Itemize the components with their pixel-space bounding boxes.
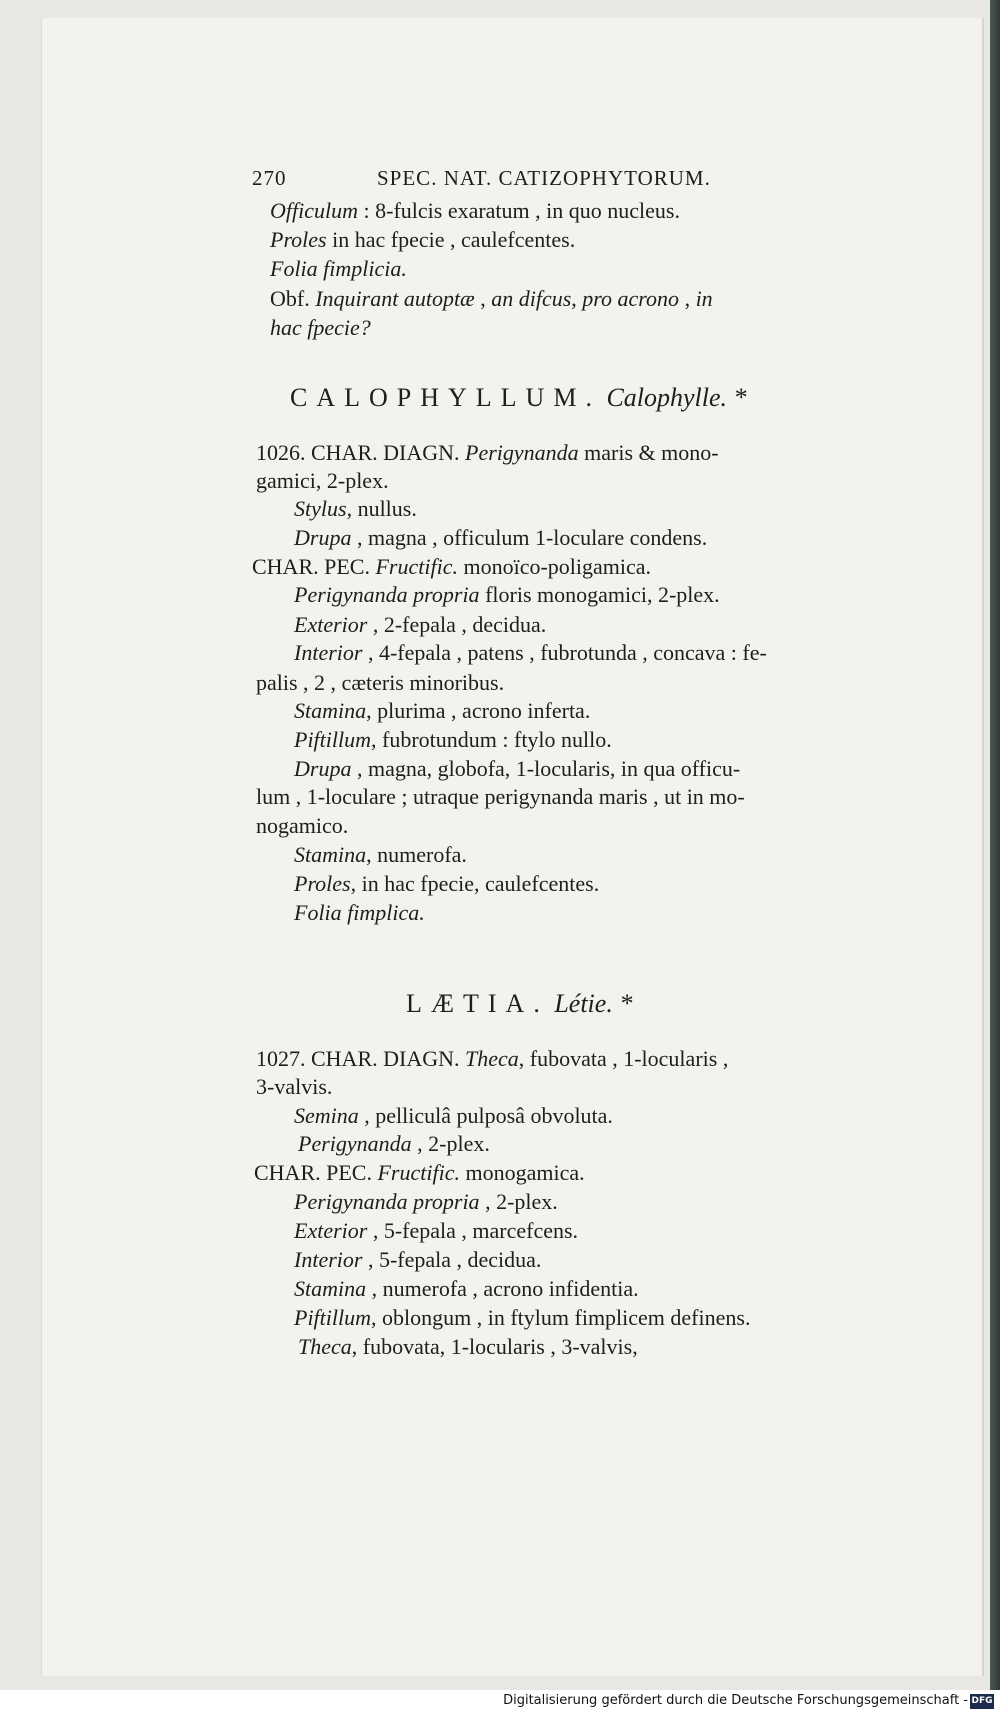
text-line: [256, 786, 745, 808]
italic-term: hac fpecie?: [270, 315, 371, 340]
italic-term: Stylus: [294, 496, 347, 521]
italic-term: Theca: [465, 1046, 519, 1071]
text-run: monogamica.: [459, 1160, 585, 1185]
italic-term: Perigynanda: [298, 1131, 412, 1156]
italic-term: Folia fimplica.: [294, 900, 425, 925]
footer-bar: [0, 1690, 1000, 1713]
text-line: [256, 672, 504, 694]
text-line: [294, 642, 767, 664]
italic-term: Theca: [298, 1334, 352, 1359]
text-line: [298, 1336, 638, 1358]
text-line: [270, 317, 371, 339]
italic-term: Fructific.: [375, 554, 458, 579]
text-line: [252, 556, 651, 578]
running-head: [252, 168, 711, 189]
text-line: [294, 527, 707, 549]
text-run: , plurima , acrono inferta.: [366, 698, 591, 723]
text-run: lum , 1-loculare ; utraque perigynanda maris , ut in mo-: [256, 784, 745, 809]
text-run: ,: [679, 286, 696, 311]
text-run: floris monogamici, 2-plex.: [479, 582, 720, 607]
text-line: [256, 442, 719, 464]
text-run: , 2-fepala , decidua.: [367, 612, 547, 637]
text-line: [254, 1162, 585, 1184]
genus-name: LÆTIA.: [406, 989, 549, 1018]
italic-term: Stamina: [294, 842, 367, 867]
text-line: [294, 1307, 750, 1329]
genus-vernacular: Calophylle. *: [606, 383, 747, 412]
genus-heading-laetia: [406, 991, 632, 1017]
text-line: [298, 1133, 490, 1155]
text-line: [294, 614, 546, 636]
text-run: , 5-fepala , marcefcens.: [367, 1218, 579, 1243]
text-run: : 8-fulcis exaratum , in quo nucleus.: [358, 198, 680, 223]
text-run: , 2-plex.: [411, 1131, 490, 1156]
italic-term: Piftillum: [294, 727, 371, 752]
genus-heading-calophyllum: [290, 385, 747, 411]
text-run: CHAR. PEC.: [254, 1160, 378, 1185]
text-line: [294, 1249, 541, 1271]
italic-term: Proles: [294, 871, 351, 896]
page-text: [42, 18, 982, 1676]
italic-term: in: [695, 286, 713, 311]
text-run: , oblongum , in ftylum fimplicem definens.: [371, 1305, 751, 1330]
text-run: , fubovata, 1-locularis , 3-valvis,: [351, 1334, 638, 1359]
text-run: , 2-plex.: [479, 1189, 558, 1214]
text-run: ,: [571, 286, 583, 311]
text-line: [270, 200, 680, 222]
text-line: [294, 1191, 558, 1213]
text-run: , in hac fpecie, caulefcentes.: [350, 871, 600, 896]
running-title: SPEC. NAT. CATIZOPHYTORUM.: [377, 166, 711, 190]
text-line: [256, 1076, 332, 1098]
text-run: , nullus.: [346, 496, 417, 521]
text-run: , numerofa.: [366, 842, 467, 867]
text-line: [294, 729, 612, 751]
text-line: [256, 470, 389, 492]
text-run: , fubrotundum : ftylo nullo.: [371, 727, 612, 752]
text-line: [294, 844, 467, 866]
italic-term: Stamina: [294, 1276, 367, 1301]
text-run: nogamico.: [256, 813, 349, 838]
text-line: [294, 873, 599, 895]
text-line: [294, 902, 425, 924]
text-run: maris & mono-: [578, 440, 719, 465]
italic-term: Perigynanda: [465, 440, 579, 465]
text-run: 1027. CHAR. DIAGN.: [256, 1046, 465, 1071]
italic-term: an difcus: [491, 286, 572, 311]
italic-term: Drupa: [294, 756, 352, 781]
italic-term: pro acrono: [582, 286, 680, 311]
text-run: monoïco-poligamica.: [457, 554, 652, 579]
italic-term: Fructific.: [377, 1160, 460, 1185]
italic-term: Perigynanda propria: [294, 1189, 480, 1214]
italic-term: Semina: [294, 1103, 359, 1128]
text-run: 1026. CHAR. DIAGN.: [256, 440, 465, 465]
text-line: [270, 229, 575, 251]
text-run: , magna, globofa, 1-locularis, in qua officu-: [351, 756, 741, 781]
italic-term: Inquirant autoptæ: [315, 286, 475, 311]
italic-term: Interior: [294, 640, 363, 665]
italic-term: Exterior: [294, 612, 368, 637]
text-run: , pelliculâ pulposâ obvoluta.: [358, 1103, 613, 1128]
text-line: [256, 1048, 728, 1070]
text-run: , magna , officulum 1-loculare condens.: [351, 525, 708, 550]
italic-term: Piftillum: [294, 1305, 371, 1330]
genus-vernacular: Létie. *: [554, 989, 633, 1018]
text-line: [294, 1220, 578, 1242]
text-run: CHAR. PEC.: [252, 554, 376, 579]
text-run: , 4-fepala , patens , fubrotunda , concava : fe-: [362, 640, 767, 665]
italic-term: Interior: [294, 1247, 363, 1272]
text-run: , fubovata , 1-locularis ,: [518, 1046, 729, 1071]
text-line: [294, 584, 720, 606]
text-run: gamici, 2-plex.: [256, 468, 389, 493]
text-line: [294, 1105, 613, 1127]
text-line: [256, 815, 348, 837]
page-number: 270: [252, 166, 287, 190]
italic-term: Perigynanda propria: [294, 582, 480, 607]
text-run: 3-valvis.: [256, 1074, 333, 1099]
text-run: palis , 2 , cæteris minoribus.: [256, 670, 505, 695]
text-line: [294, 498, 417, 520]
footer-credit: Digitalisierung gefördert durch die Deutsche Forschungsgemeinschaft -: [503, 1693, 968, 1708]
text-line: [294, 1278, 639, 1300]
text-run: ,: [474, 286, 492, 311]
text-run: , 5-fepala , decidua.: [362, 1247, 542, 1272]
italic-term: Proles: [270, 227, 327, 252]
italic-term: Stamina: [294, 698, 367, 723]
text-line: [294, 758, 740, 780]
text-line: [294, 700, 590, 722]
text-line: [270, 258, 407, 280]
text-run: , numerofa , acrono infidentia.: [366, 1276, 639, 1301]
italic-term: Drupa: [294, 525, 352, 550]
book-edge: [990, 0, 1000, 1690]
text-line: [270, 288, 713, 310]
italic-term: Folia fimplicia.: [270, 256, 407, 281]
dfg-logo: DFG: [970, 1694, 994, 1709]
genus-name: CALOPHYLLUM.: [290, 383, 601, 412]
italic-term: Exterior: [294, 1218, 368, 1243]
book-page: [42, 18, 982, 1676]
text-run: Obf.: [270, 286, 316, 311]
text-run: in hac fpecie , caulefcentes.: [326, 227, 576, 252]
italic-term: Officulum: [270, 198, 358, 223]
